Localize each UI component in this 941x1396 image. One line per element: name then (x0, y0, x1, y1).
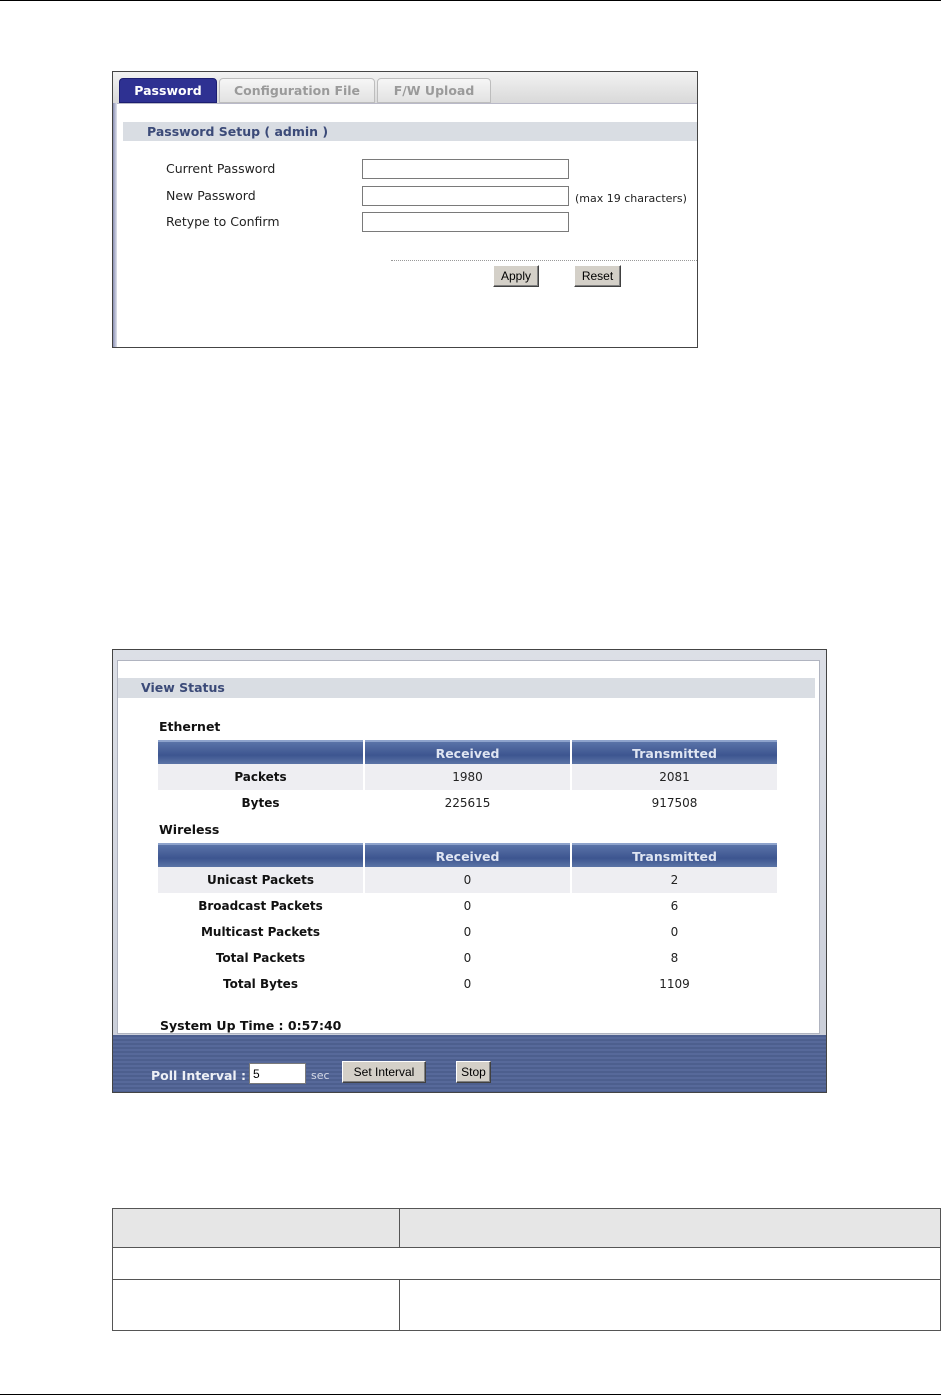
table-row (158, 919, 777, 945)
table-row (158, 867, 777, 893)
table-row (158, 764, 777, 790)
tab-password[interactable]: Password (119, 78, 217, 103)
table-row (158, 893, 777, 919)
stop-button[interactable]: Stop (456, 1061, 491, 1083)
top-rule (0, 0, 941, 1)
left-edge-bar (113, 103, 117, 348)
new-password-input[interactable] (362, 186, 569, 206)
wireless-header-received: Received (365, 843, 570, 867)
row-label: Total Packets (215, 951, 306, 965)
ethernet-table (156, 740, 779, 816)
received-value: 0 (463, 951, 472, 965)
apply-button[interactable]: Apply (493, 265, 539, 287)
section-title-password-setup: Password Setup ( admin ) (123, 122, 698, 141)
row-label: Bytes (241, 796, 280, 810)
description-table (112, 1208, 941, 1331)
divider (391, 260, 698, 261)
password-setup-panel (112, 71, 698, 348)
poll-interval-label: Poll Interval : (151, 1068, 247, 1083)
max-characters-hint: (max 19 characters) (575, 192, 687, 205)
row-label: Total Bytes (223, 977, 298, 991)
table-row (158, 971, 777, 997)
tab-fw-upload[interactable]: F/W Upload (377, 78, 491, 103)
tab-configuration-file[interactable]: Configuration File (219, 78, 375, 103)
poll-footer (113, 1035, 826, 1093)
received-value: 0 (463, 977, 472, 991)
table-row (113, 1280, 941, 1331)
received-value: 225615 (444, 796, 491, 810)
transmitted-value: 1109 (659, 977, 690, 991)
cell-label (113, 1280, 400, 1331)
bottom-rule (0, 1394, 941, 1395)
current-password-input[interactable] (362, 159, 569, 179)
transmitted-value: 2 (572, 867, 777, 893)
header-cell-description (399, 1209, 940, 1248)
status-content (117, 660, 820, 1034)
header-cell-label (113, 1209, 400, 1248)
received-value: 0 (463, 925, 472, 939)
view-status-panel (112, 649, 827, 1093)
section-cell (113, 1248, 941, 1280)
table-row (158, 790, 777, 816)
transmitted-value: 6 (670, 899, 679, 913)
wireless-header-blank (158, 843, 363, 867)
retype-confirm-label: Retype to Confirm (166, 214, 280, 229)
received-value: 1980 (365, 764, 570, 790)
wireless-table (156, 843, 779, 997)
ethernet-header-transmitted: Transmitted (572, 740, 777, 764)
row-label: Packets (158, 764, 363, 790)
transmitted-value: 8 (670, 951, 679, 965)
retype-confirm-input[interactable] (362, 212, 569, 232)
set-interval-button[interactable]: Set Interval (342, 1061, 426, 1083)
system-up-time: System Up Time : 0:57:40 (160, 1018, 342, 1033)
current-password-label: Current Password (166, 161, 276, 176)
wireless-header-transmitted: Transmitted (572, 843, 777, 867)
transmitted-value: 917508 (651, 796, 698, 810)
cell-description (399, 1280, 940, 1331)
table-row (158, 945, 777, 971)
table-section-row (113, 1248, 941, 1280)
reset-button[interactable]: Reset (574, 265, 621, 287)
row-label: Broadcast Packets (198, 899, 323, 913)
poll-unit-label: sec (311, 1069, 330, 1082)
table-header-row (113, 1209, 941, 1248)
ethernet-header-blank (158, 740, 363, 764)
transmitted-value: 2081 (572, 764, 777, 790)
tab-bar (113, 72, 697, 104)
wireless-title: Wireless (159, 822, 220, 837)
ethernet-header-received: Received (365, 740, 570, 764)
poll-interval-input[interactable] (249, 1063, 306, 1084)
ethernet-title: Ethernet (159, 719, 221, 734)
transmitted-value: 0 (670, 925, 679, 939)
received-value: 0 (365, 867, 570, 893)
row-label: Multicast Packets (200, 925, 321, 939)
received-value: 0 (463, 899, 472, 913)
row-label: Unicast Packets (158, 867, 363, 893)
section-title-view-status: View Status (118, 678, 815, 698)
new-password-label: New Password (166, 188, 256, 203)
